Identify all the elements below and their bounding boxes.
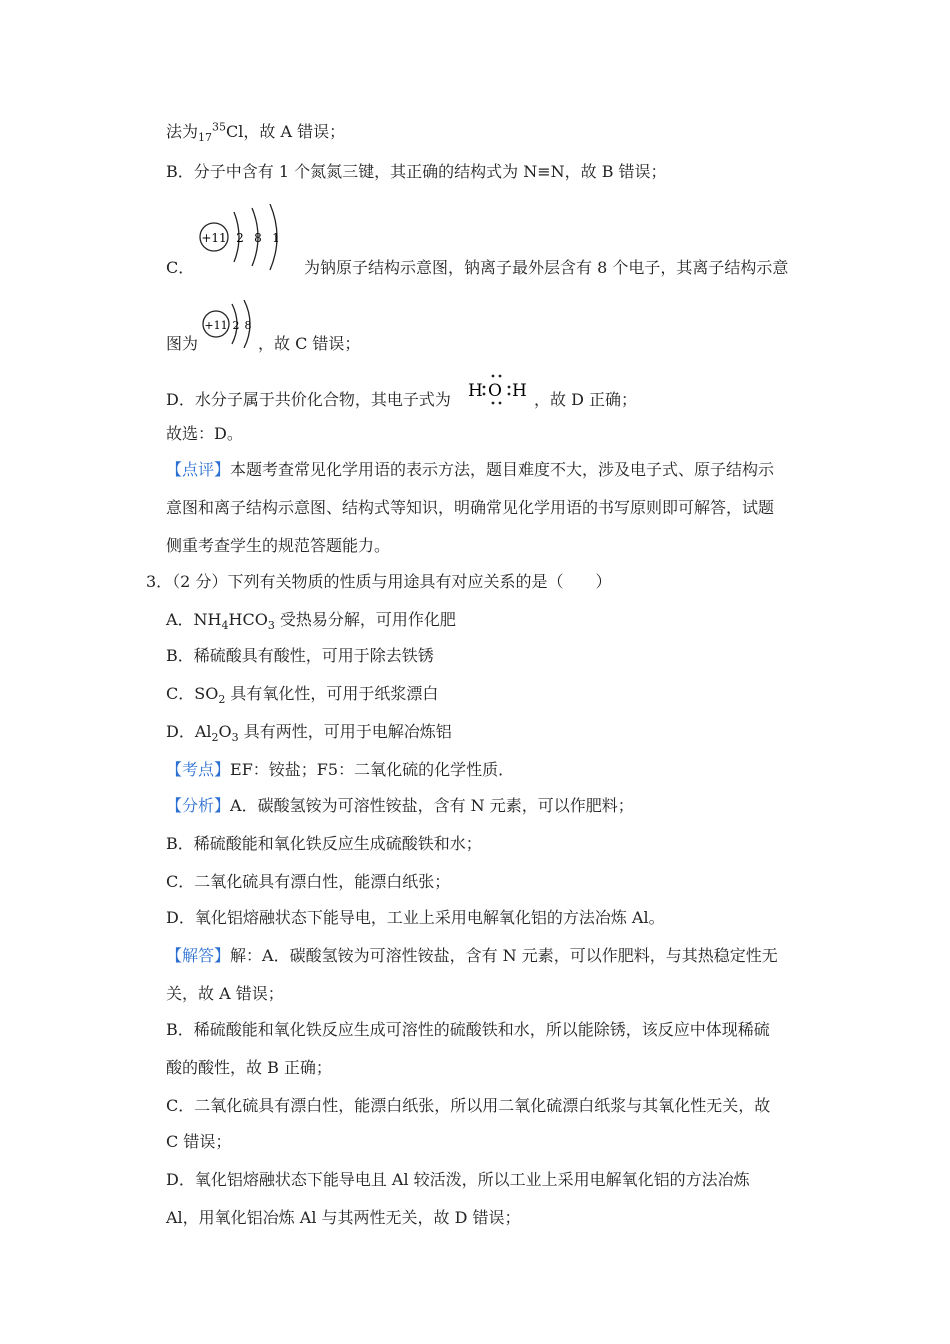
text: D．Al xyxy=(166,722,212,741)
option-c-line-1 xyxy=(166,258,194,278)
jieda-tag: 【解答】 xyxy=(166,946,231,965)
jieda-line-c1: C．二氧化硫具有漂白性，能漂白纸张，所以用二氧化硫漂白纸浆与其氧化性无关，故 xyxy=(166,1096,771,1115)
atom-h-right: H xyxy=(512,381,527,401)
text: ，故 A 错误； xyxy=(243,122,346,141)
shell-count-2: 8 xyxy=(254,231,262,245)
jieda-line-a2: 关，故 A 错误； xyxy=(166,984,284,1003)
subscript: 2 xyxy=(218,693,226,707)
text: 受热易分解，可用作化肥 xyxy=(274,610,456,629)
jieda-line-d2: Al，用氧化铝冶炼 Al 与其两性无关，故 D 错误； xyxy=(166,1208,521,1227)
jieda-line-b2: 酸的酸性，故 B 正确； xyxy=(166,1058,332,1077)
answer-choice: 故选：D。 xyxy=(166,424,243,443)
q3-option-a xyxy=(166,610,456,633)
fenxi-line-a xyxy=(166,796,634,816)
fenxi-line-b: B．稀硫酸能和氧化铁反应生成硫酸铁和水； xyxy=(166,834,482,853)
shell-count-3: 1 xyxy=(272,231,280,245)
option-c-line-2-tail: ，故 C 错误； xyxy=(258,334,361,353)
jieda-text: 解：A．碳酸氢铵为可溶性铵盐，含有 N 元素，可以作肥料，与其热稳定性无 xyxy=(230,946,778,965)
question-3-stem: 3．（2 分）下列有关物质的性质与用途具有对应关系的是（ ） xyxy=(146,572,612,591)
option-b-explanation: B．分子中含有 1 个氮氮三键，其正确的结构式为 N≡N，故 B 错误； xyxy=(166,162,667,181)
text: 法为 xyxy=(166,122,199,141)
option-d-lead: D．水分子属于共价化合物，其电子式为 xyxy=(166,390,451,409)
sodium-ion-structure-diagram xyxy=(200,298,256,348)
text: 具有两性，可用于电解冶炼铝 xyxy=(238,722,452,741)
nucleus-charge: +11 xyxy=(201,231,227,245)
text: 具有氧化性，可用于纸浆漂白 xyxy=(225,684,439,703)
review-tag: 【点评】 xyxy=(166,460,231,479)
jieda-line-a1 xyxy=(166,946,778,966)
subscript: 2 xyxy=(211,731,219,745)
option-c-text-1: 为钠原子结构示意图，钠离子最外层含有 8 个电子，其离子结构示意 xyxy=(304,258,789,277)
q3-option-d xyxy=(166,722,452,745)
review-line-1 xyxy=(166,460,774,480)
text: A．NH xyxy=(166,610,222,629)
jieda-line-c2: C 错误； xyxy=(166,1132,232,1151)
kaodian-text: EF：铵盐；F5：二氧化硫的化学性质． xyxy=(230,760,515,779)
mass-number: 35 xyxy=(212,120,227,134)
q3-option-c xyxy=(166,684,439,707)
kaodian-line xyxy=(166,760,514,780)
ion-shell-count-2: 8 xyxy=(244,319,252,332)
review-line-3: 侧重考查学生的规范答题能力。 xyxy=(166,536,391,555)
jieda-line-d1: D．氧化铝熔融状态下能导电且 Al 较活泼，所以工业上采用电解氧化铝的方法冶炼 xyxy=(166,1170,750,1189)
atomic-number: 17 xyxy=(198,131,213,145)
option-d-tail: ，故 D 正确； xyxy=(534,390,638,409)
water-electron-formula xyxy=(466,370,528,410)
element-symbol: Cl xyxy=(226,122,244,141)
atom-o: O xyxy=(488,381,502,401)
subscript: 3 xyxy=(267,619,275,633)
fenxi-line-d: D．氧化铝熔融状态下能导电，工业上采用电解氧化铝的方法冶炼 Al。 xyxy=(166,908,665,927)
subscript: 4 xyxy=(221,619,229,633)
q3-option-b: B．稀硫酸具有酸性，可用于除去铁锈 xyxy=(166,646,434,665)
atom-h-left: H xyxy=(468,381,483,401)
shell-count-1: 2 xyxy=(236,231,244,245)
text: O xyxy=(218,722,232,741)
ion-nucleus-charge: +11 xyxy=(204,319,228,332)
option-letter: C． xyxy=(166,258,195,277)
text: HCO xyxy=(228,610,268,629)
option-a-tail xyxy=(166,120,346,145)
fenxi-text: A．碳酸氢铵为可溶性铵盐，含有 N 元素，可以作肥料； xyxy=(230,796,634,815)
fenxi-line-c: C．二氧化硫具有漂白性，能漂白纸张； xyxy=(166,872,451,891)
fenxi-tag: 【分析】 xyxy=(166,796,231,815)
subscript: 3 xyxy=(231,731,239,745)
sodium-atom-structure-diagram xyxy=(196,204,292,272)
jieda-line-b1: B．稀硫酸能和氧化铁反应生成可溶性的硫酸铁和水，所以能除锈，该反应中体现稀硫 xyxy=(166,1020,770,1039)
kaodian-tag: 【考点】 xyxy=(166,760,231,779)
ion-shell-count-1: 2 xyxy=(232,319,240,332)
option-c-line-2-lead: 图为 xyxy=(166,334,199,353)
review-text: 本题考查常见化学用语的表示方法，题目难度不大，涉及电子式、原子结构示 xyxy=(230,460,775,479)
text: C．SO xyxy=(166,684,219,703)
review-line-2: 意图和离子结构示意图、结构式等知识，明确常见化学用语的书写原则即可解答，试题 xyxy=(166,498,775,517)
